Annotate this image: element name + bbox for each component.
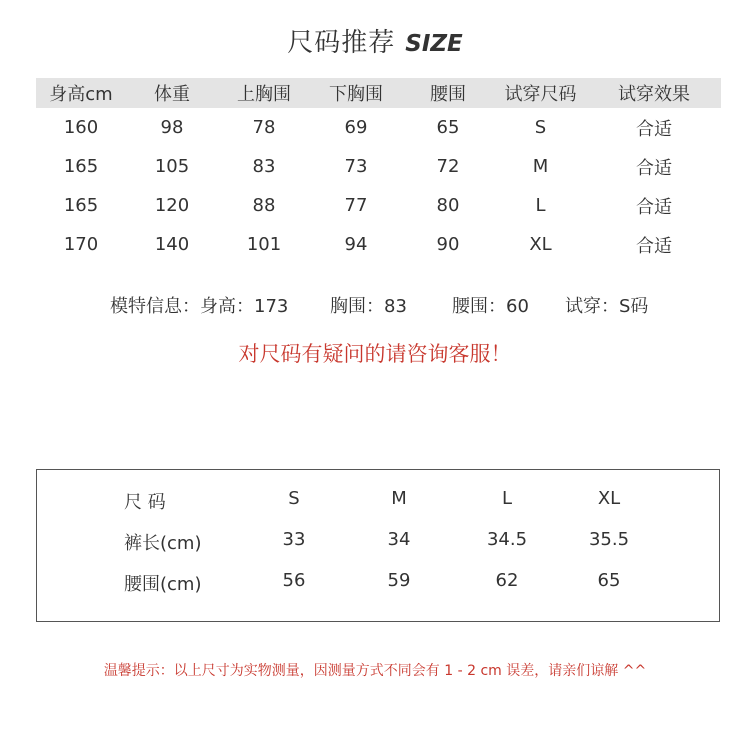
table-cell: 62 <box>495 570 519 591</box>
title-cn: 尺码推荐 <box>287 28 396 58</box>
header-waist: 腰围 <box>402 78 494 108</box>
size-m: M <box>391 488 407 509</box>
table-cell: 101 <box>246 234 282 255</box>
table-cell: 88 <box>252 195 276 216</box>
table-row <box>37 570 719 600</box>
table-row <box>36 147 721 186</box>
row-label-waist: 腰围(cm) <box>124 574 202 595</box>
table-cell: S <box>534 117 547 138</box>
header-weight: 体重 <box>126 78 218 108</box>
header-height: 身高cm <box>36 78 126 108</box>
size-l: L <box>501 488 513 509</box>
header-upper-chest: 上胸围 <box>218 78 310 108</box>
header-lower-chest: 下胸围 <box>310 78 402 108</box>
table-cell: 80 <box>436 195 460 216</box>
table-cell: 94 <box>344 234 368 255</box>
table-cell: 35.5 <box>588 529 630 550</box>
size-label: 尺 码 <box>124 492 166 513</box>
table-cell: 65 <box>436 117 460 138</box>
table-cell: 59 <box>387 570 411 591</box>
size-recommendation-table <box>36 78 721 264</box>
model-chest: 胸围：83 <box>330 296 407 317</box>
table-row <box>37 529 719 559</box>
header-tryon-effect: 试穿效果 <box>587 78 721 108</box>
table-cell: 160 <box>63 117 99 138</box>
consult-notice: 对尺码有疑问的请咨询客服！ <box>238 342 512 366</box>
table-cell: L <box>535 195 546 216</box>
table-cell: 170 <box>63 234 99 255</box>
table-cell: 140 <box>154 234 190 255</box>
table-cell: 105 <box>154 156 190 177</box>
table-row <box>36 108 721 147</box>
table-cell: 72 <box>436 156 460 177</box>
title-en: SIZE <box>405 31 463 57</box>
table-cell: 83 <box>252 156 276 177</box>
table-cell: XL <box>529 234 552 255</box>
size-s: S <box>288 488 300 509</box>
table-cell: 合适 <box>636 118 672 140</box>
model-waist: 腰围：60 <box>452 296 529 317</box>
model-height: 模特信息：身高：173 <box>110 296 289 317</box>
table-row <box>36 186 721 225</box>
table-cell: 56 <box>282 570 306 591</box>
table-cell: 120 <box>154 195 190 216</box>
table-cell: 165 <box>63 156 99 177</box>
table-header-row <box>36 78 721 108</box>
size-measurement-table <box>36 469 720 622</box>
table-cell: 165 <box>63 195 99 216</box>
table-cell: 34 <box>387 529 411 550</box>
table-cell: 90 <box>436 234 460 255</box>
size-header-row <box>37 488 719 518</box>
table-cell: 78 <box>252 117 276 138</box>
table-cell: 合适 <box>636 196 672 218</box>
table-cell: M <box>532 156 549 177</box>
header-tryon-size: 试穿尺码 <box>494 78 587 108</box>
table-cell: 65 <box>597 570 621 591</box>
row-label-length: 裤长(cm) <box>124 533 202 554</box>
page-title <box>0 22 750 59</box>
table-cell: 77 <box>344 195 368 216</box>
table-row <box>36 225 721 264</box>
model-tryon: 试穿：S码 <box>565 296 649 317</box>
size-xl: XL <box>597 488 621 509</box>
table-cell: 73 <box>344 156 368 177</box>
warm-tip: 温馨提示：以上尺寸为实物测量，因测量方式不同会有 1 - 2 cm 误差，请亲们谅解 ^^ <box>103 663 647 679</box>
table-cell: 33 <box>282 529 306 550</box>
table-cell: 合适 <box>636 157 672 179</box>
table-cell: 34.5 <box>486 529 528 550</box>
table-cell: 98 <box>160 117 184 138</box>
table-cell: 69 <box>344 117 368 138</box>
table-cell: 合适 <box>636 235 672 257</box>
